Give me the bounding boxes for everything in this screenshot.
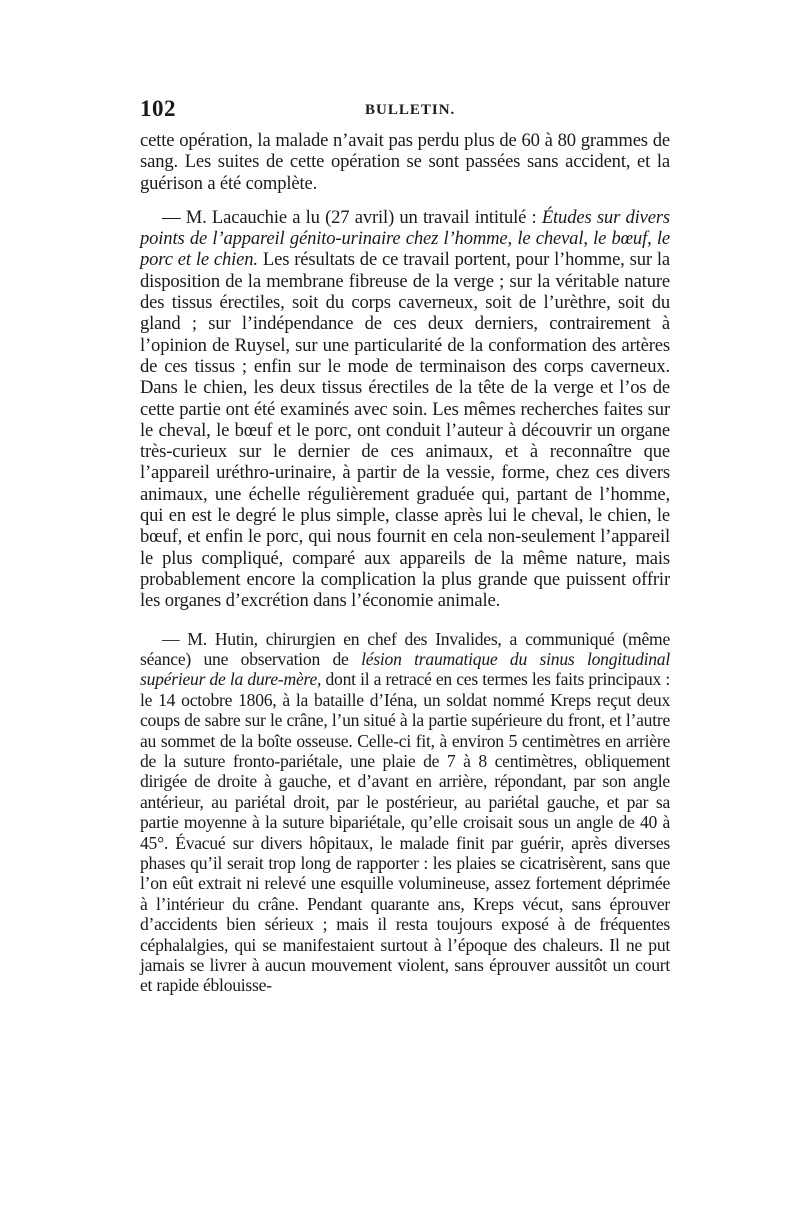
paragraph-text: Les résultats de ce travail portent, pour l’homme, sur la disposition de la membrane fibreuse de la verge ; sur la véritable nature des tissus érectiles, soit du corps caverneux, soit de l’urèthre, soit du gland ; sur l’indépendance de ces deux derniers, contrairement à l’opinion de Ruysel, sur une particularité de la conformation des artères de ces tissus ; enfin sur le mode de terminaison des corps caverneux. Dans le chien, les deux tissus érectiles de la tête de la verge et l’os de cette partie ont été examinés avec soin. Les mêmes recherches faites sur le cheval, le bœuf et le porc, ont conduit l’auteur à découvrir un organe très-curieux sur le dernier de ces animaux, et à reconnaître que l’appareil uréthro-urinaire, à partir de la vessie, forme, chez ces divers animaux, une échelle régulièrement graduée qui, partant de l’homme, qui en est le degré le plus simple, classe après lui le cheval, le chien, le bœuf, et enfin le porc, qui nous fournit en cela non-seulement l’appareil le plus compliqué, comparé aux appareils de la même nature, mais probablement encore la complication la plus grande que puissent offrir les organes d’excrétion dans l’économie animale. (140, 249, 670, 612)
page-number: 102 (140, 96, 176, 121)
paragraph-hutin (140, 629, 670, 996)
page-body (140, 130, 670, 996)
paragraph-text: cette opération, la malade n’avait pas perdu plus de 60 à 80 grammes de sang. Les suites de cette opération se sont passées sans accident, et la guérison a été complète. (140, 130, 670, 194)
work-title: Études sur divers points de l’appareil génito-urinaire chez l’homme, le cheval, le bœuf, le porc et le chien. (140, 206, 670, 271)
paragraph-text: dont il a retracé en ces termes les faits principaux : le 14 octobre 1806, à la bataille d’Iéna, un soldat nommé Kreps reçut deux coups de sabre sur le crâne, l’un situé à la partie supérieure du front, et l’autre au sommet de la boîte osseuse. Celle-ci fit, à environ 5 centimètres en arrière de la suture fronto-pariétale, une plaie de 7 à 8 centimètres, obliquement dirigée de droite à gauche, et d’avant en arrière, répondant, par son angle antérieur, au pariétal droit, par le postérieur, au pariétal gauche, et par sa partie moyenne à la suture bipariétale, qu’elle croisait sous un angle de 40 à 45°. Évacué sur divers hôpitaux, le malade finit par guérir, après diverses phases qu’il serait trop long de rapporter : les plaies se cicatrisèrent, sans que l’on eût extrait ni relevé une esquille volumineuse, assez fortement déprimée à l’intérieur du crâne. Pendant quarante ans, Kreps vécut, sans éprouver d’accidents bien sérieux ; mais il resta toujours exposé à de fréquentes céphalalgies, qui se manifestaient surtout à l’époque des chaleurs. Il ne put jamais se livrer à aucun mouvement violent, sans éprouver aussitôt un court et rapide éblouisse- (140, 669, 671, 996)
page-header (140, 96, 670, 130)
paragraph-text: — M. Lacauchie a lu (27 avril) un travail intitulé : (162, 206, 542, 228)
running-head: BULLETIN. (365, 102, 456, 118)
observation-title: lésion traumatique du sinus longitudinal supérieur de la dure-mère, (140, 648, 670, 690)
paragraph-operation-outcome (140, 130, 670, 194)
paragraph-text: — M. Hutin, chirurgien en chef des Invalides, a communiqué (même séance) une observation de (140, 628, 670, 669)
paragraph-lacauchie (140, 207, 670, 612)
